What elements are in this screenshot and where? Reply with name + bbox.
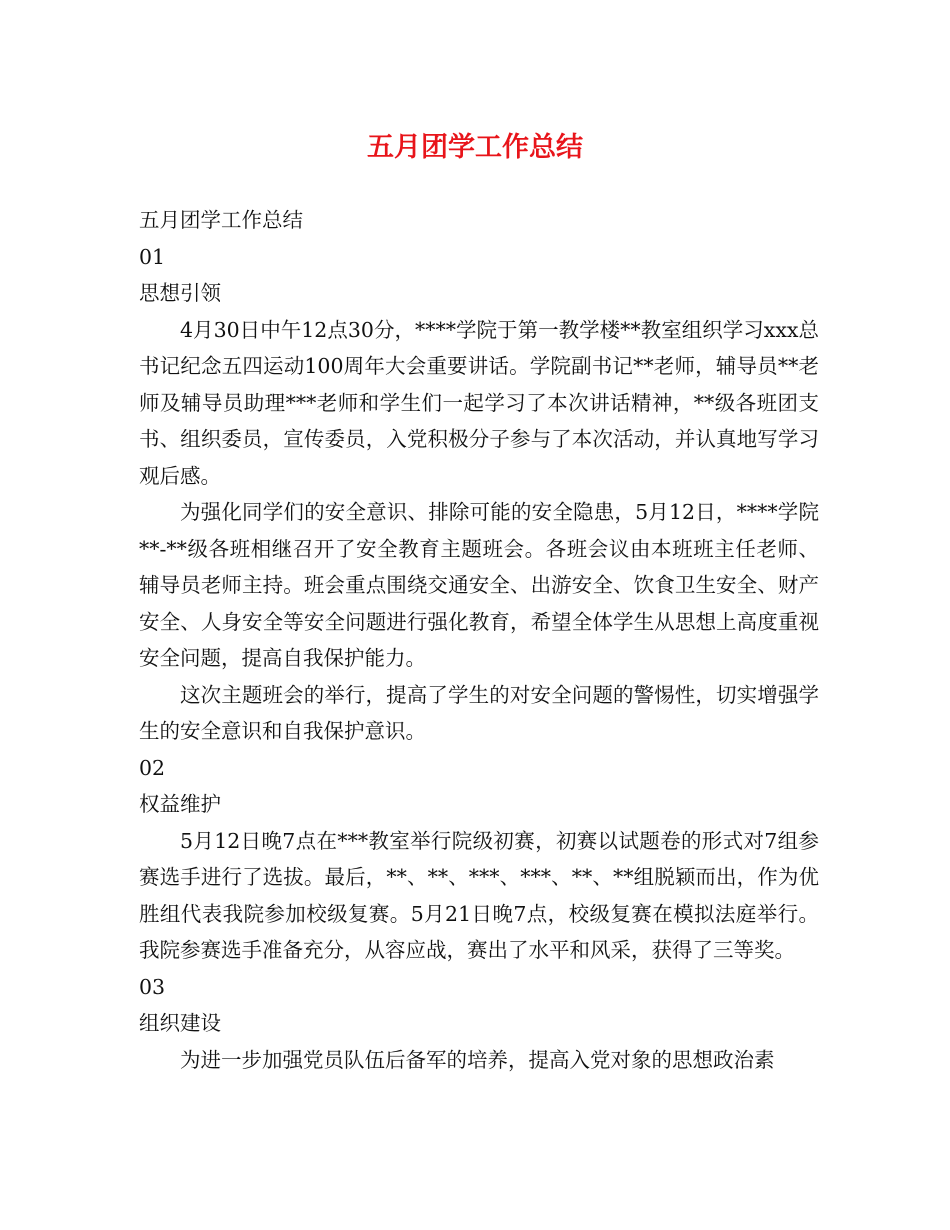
section-rights-protection [139, 750, 819, 969]
section-heading: 组织建设 [139, 1011, 221, 1035]
paragraph: 为强化同学们的安全意识、排除可能的安全隐患，5月12日，****学院**-**级各班相继召开了安全教育主题班会。各班会议由本班班主任老师、辅导员老师主持。班会重点围绕交通安全、出游安全、饮食卫生安全、财产安全、人身安全等安全问题进行强化教育，希望全体学生从思想上高度重视安全问题，提高自我保护能力。 [139, 500, 819, 670]
document-title: 五月团学工作总结 [367, 132, 583, 163]
document-body [139, 202, 819, 1078]
paragraph: 4月30日中午12点30分，****学院于第一教学楼**教室组织学习xxx总书记纪念五四运动100周年大会重要讲话。学院副书记**老师，辅导员**老师及辅导员助理***老师和学生们一起学习了本次讲话精神，**级各班团支书、组织委员，宣传委员，入党积极分子参与了本次活动，并认真地写学习观后感。 [139, 317, 819, 488]
section-thought-leadership [139, 239, 819, 750]
section-heading: 权益维护 [139, 792, 221, 816]
paragraph: 为进一步加强党员队伍后备军的培养，提高入党对象的思想政治素 [180, 1047, 775, 1072]
section-organization-building [139, 969, 819, 1079]
paragraph: 5月12日晚7点在***教室举行院级初赛，初赛以试题卷的形式对7组参赛选手进行了选拔。最后，**、**、***、***、**、**组脱颖而出，作为优胜组代表我院参加校级复赛。5月21日晚7点，校级复赛在模拟法庭举行。我院参赛选手准备充分，从容应战，赛出了水平和风采，获得了三等奖。 [139, 828, 819, 962]
section-heading: 思想引领 [139, 281, 221, 305]
section-number: 03 [139, 974, 166, 999]
paragraph: 这次主题班会的举行，提高了学生的对安全问题的警惕性，切实增强学生的安全意识和自我保护意识。 [139, 682, 819, 743]
section-number: 02 [139, 755, 166, 780]
document-subtitle: 五月团学工作总结 [139, 208, 303, 232]
section-number: 01 [139, 244, 166, 269]
